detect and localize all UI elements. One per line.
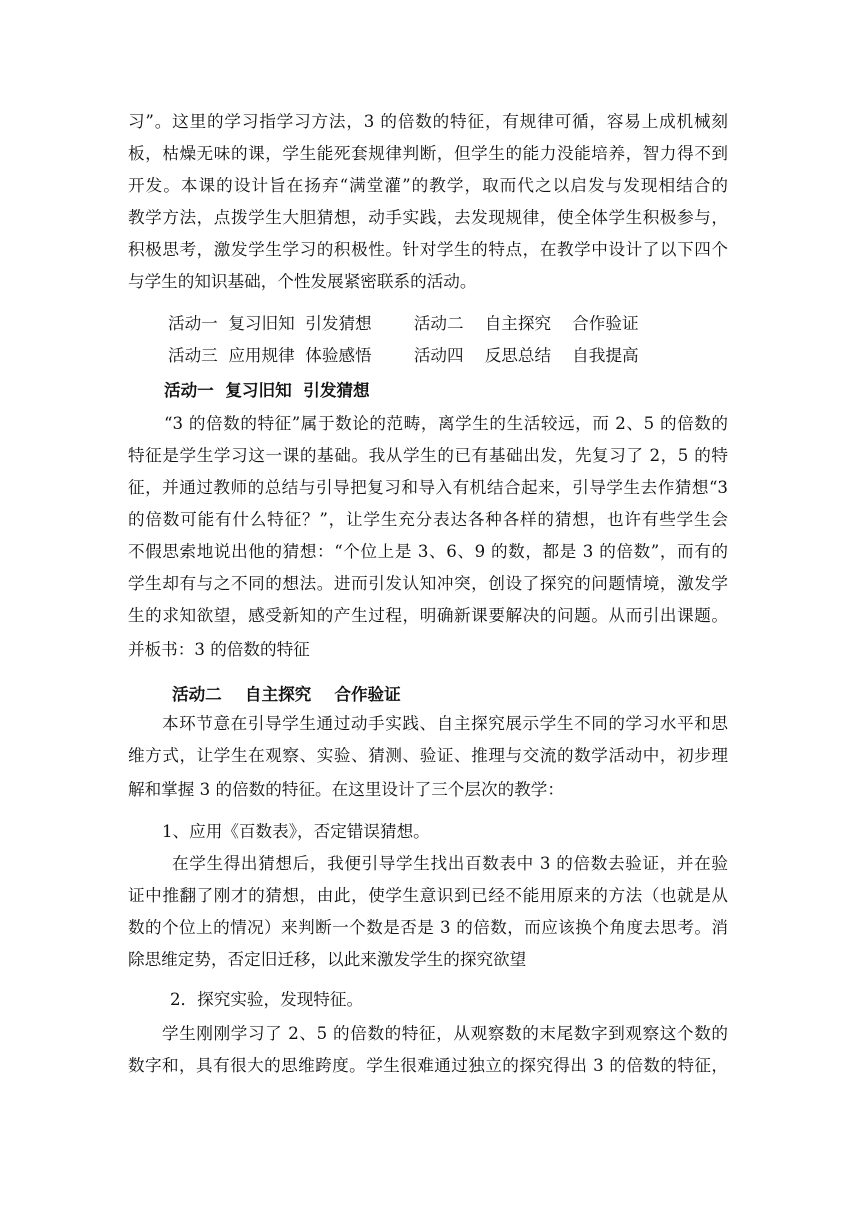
paragraph-line: 解和掌握 3 的倍数的特征。在这里设计了三个层次的教学： xyxy=(128,780,564,799)
paragraph-line: 教学方法，点拨学生大胆猜想，动手实践，去发现规律，使全体学生积极参与， xyxy=(128,208,728,227)
section-heading: 活动一 复习旧知 引发猜想 xyxy=(164,380,370,400)
paragraph-line: 证中推翻了刚才的猜想，由此，使学生意识到已经不能用原来的方法（也就是从 xyxy=(128,886,728,905)
paragraph-line: 学生却有与之不同的想法。进而引发认知冲突，创设了探究的问题情境，激发学 xyxy=(128,574,728,593)
paragraph-line: 学生刚刚学习了 2、5 的倍数的特征，从观察数的末尾数字到观察这个数的 xyxy=(162,1024,728,1043)
paragraph-line: 维方式，让学生在观察、实验、猜测、验证、推理与交流的数学活动中，初步理 xyxy=(128,746,728,765)
paragraph-line: 的倍数可能有什么特征？”，让学生充分表达各种各样的猜想，也许有些学生会 xyxy=(128,510,728,529)
section-heading: 活动二 自主探究 合作验证 xyxy=(172,684,401,704)
activity-list-line: 活动一 复习旧知 引发猜想 活动二 自主探究 合作验证 xyxy=(168,314,639,333)
paragraph-line: 除思维定势，否定旧迁移，以此来激发学生的探究欲望 xyxy=(128,950,527,969)
paragraph-line: 板，枯燥无味的课，学生能死套规律判断，但学生的能力没能培养，智力得不到 xyxy=(128,144,728,163)
paragraph-line: 与学生的知识基础，个性发展紧密联系的活动。 xyxy=(128,272,477,291)
paragraph-line: 特征是学生学习这一课的基础。我从学生的已有基础出发，先复习了 2，5 的特 xyxy=(128,446,728,465)
paragraph-line: 在学生得出猜想后，我便引导学生找出百数表中 3 的倍数去验证，并在验 xyxy=(172,854,728,873)
paragraph-line: 并板书：3 的倍数的特征 xyxy=(128,640,310,659)
list-item: 1、应用《百数表》，否定错误猜想。 xyxy=(162,822,430,841)
paragraph-line: 数字和，具有很大的思维跨度。学生很难通过独立的探究得出 3 的倍数的特征， xyxy=(128,1056,728,1075)
paragraph-line: 征，并通过教师的总结与引导把复习和导入有机结合起来，引导学生去作猜想“3 xyxy=(128,478,728,497)
paragraph-line: 本环节意在引导学生通过动手实践、自主探究展示学生不同的学习水平和思 xyxy=(162,714,728,733)
paragraph-line: 习”。这里的学习指学习方法，3 的倍数的特征，有规律可循，容易上成机械刻 xyxy=(128,112,728,131)
paragraph-line: 积极思考，激发学生学习的积极性。针对学生的特点，在教学中设计了以下四个 xyxy=(128,240,728,259)
paragraph-line: 不假思索地说出他的猜想：“个位上是 3、6、9 的数，都是 3 的倍数”，而有的 xyxy=(128,542,728,561)
paragraph-line: 数的个位上的情况）来判断一个数是否是 3 的倍数，而应该换个角度去思考。消 xyxy=(128,918,728,937)
paragraph-line: “3 的倍数的特征”属于数论的范畴，离学生的生活较远，而 2、5 的倍数的 xyxy=(164,414,728,433)
activity-list-line: 活动三 应用规律 体验感悟 活动四 反思总结 自我提高 xyxy=(168,346,639,365)
paragraph-line: 生的求知欲望，感受新知的产生过程，明确新课要解决的问题。从而引出课题。 xyxy=(128,606,728,625)
list-item: 2．探究实验，发现特征。 xyxy=(170,990,364,1009)
paragraph-line: 开发。本课的设计旨在扬弃“满堂灌”的教学，取而代之以启发与发现相结合的 xyxy=(128,176,728,195)
